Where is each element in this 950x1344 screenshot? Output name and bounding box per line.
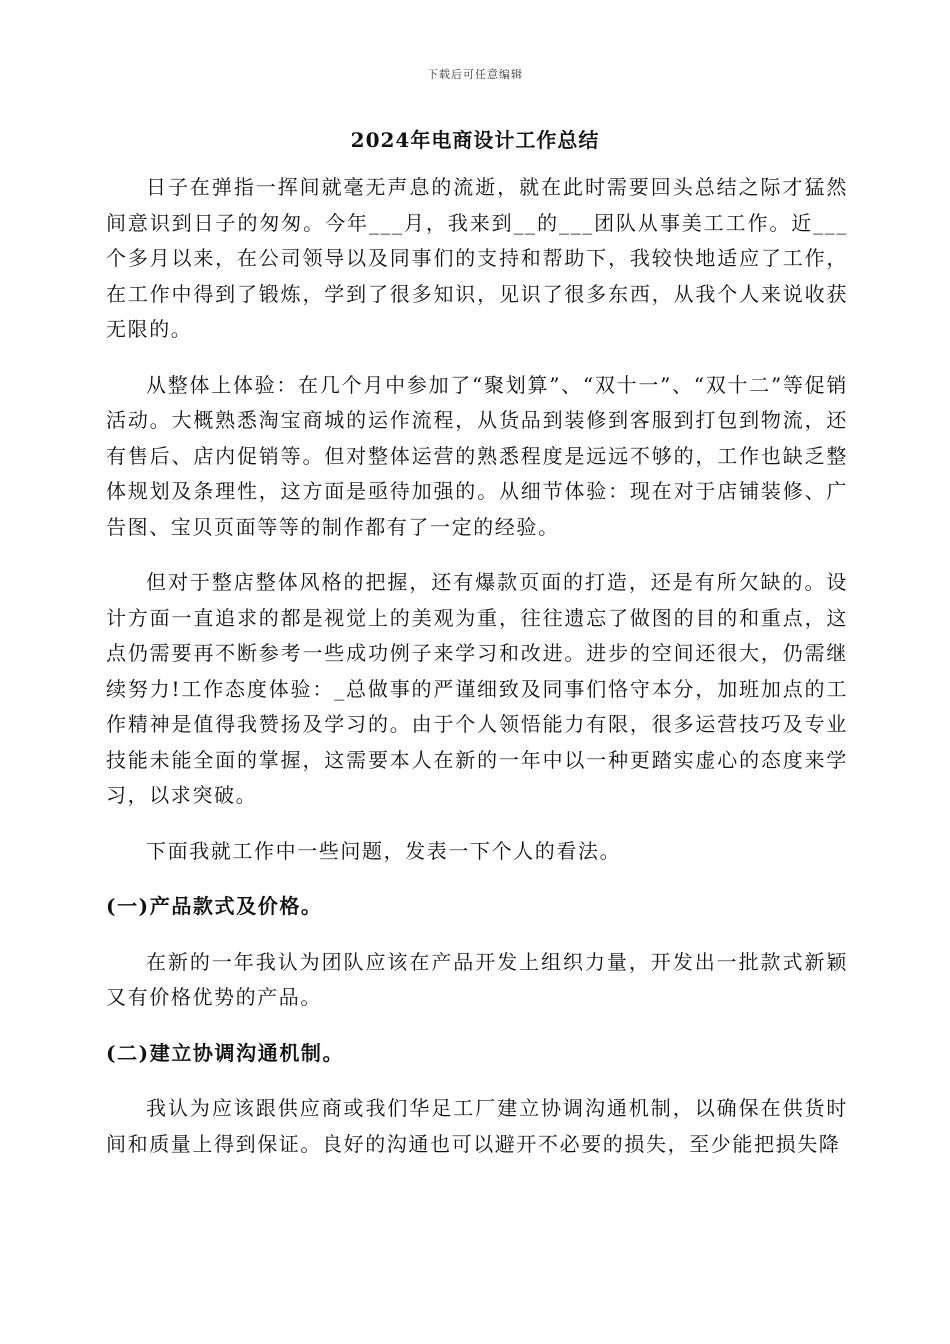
paragraph-intro: 日子在弹指一挥间就毫无声息的流逝，就在此时需要回头总结之际才猛然间意识到日子的匆匆。今年___月，我来到__的___团队从事美工工作。近___个多月以来，在公司领导以及同事们的支持和帮助下，我较快地适应了工作，在工作中得到了锻炼，学到了很多知识，见识了很多东西，从我个人来说收获无限的。 [106, 175, 848, 341]
document-title: 2024年电商设计工作总结 [350, 128, 600, 152]
section-heading-product: (一)产品款式及价格。 [106, 894, 323, 918]
document-body [106, 170, 848, 1182]
paragraph-shortcomings: 但对于整店整体风格的把握，还有爆款页面的打造，还是有所欠缺的。设计方面一直追求的都是视觉上的美观为重，往往遗忘了做图的目的和重点，这点仍需要再不断参考一些成功例子来学习和改进。进步的空间还很大，仍需继续努力!工作态度体验：_总做事的严谨细致及同事们恪守本分，加班加点的工作精神是值得我赞扬及学习的。由于个人领悟能力有限，很多运营技巧及专业技能未能全面的掌握，这需要本人在新的一年中以一种更踏实虚心的态度来学习，以求突破。 [106, 570, 848, 807]
paragraph-views-intro: 下面我就工作中一些问题，发表一下个人的看法。 [146, 838, 622, 863]
section-body-product: 在新的一年我认为团队应该在产品开发上组织力量，开发出一批款式新颖又有价格优势的产品。 [106, 949, 848, 1009]
section-heading-communication: (二)建立协调沟通机制。 [106, 1040, 345, 1065]
paragraph-overall-experience: 从整体上体验：在几个月中参加了“聚划算”、“双十一”、“双十二”等促销活动。大概熟悉淘宝商城的运作流程，从货品到装修到客服到打包到物流，还有售后、店内促销等。但对整体运营的熟悉程度是远远不够的，工作也缺乏整体规划及条理性，这方面是亟待加强的。从细节体验：现在对于店铺装修、广告图、宝贝页面等等的制作都有了一定的经验。 [106, 372, 848, 539]
page-header-note: 下载后可任意编辑 [427, 68, 523, 81]
section-body-communication: 我认为应该跟供应商或我们华足工厂建立协调沟通机制，以确保在供货时间和质量上得到保证。良好的沟通也可以避开不必要的损失，至少能把损失降 [106, 1096, 848, 1156]
